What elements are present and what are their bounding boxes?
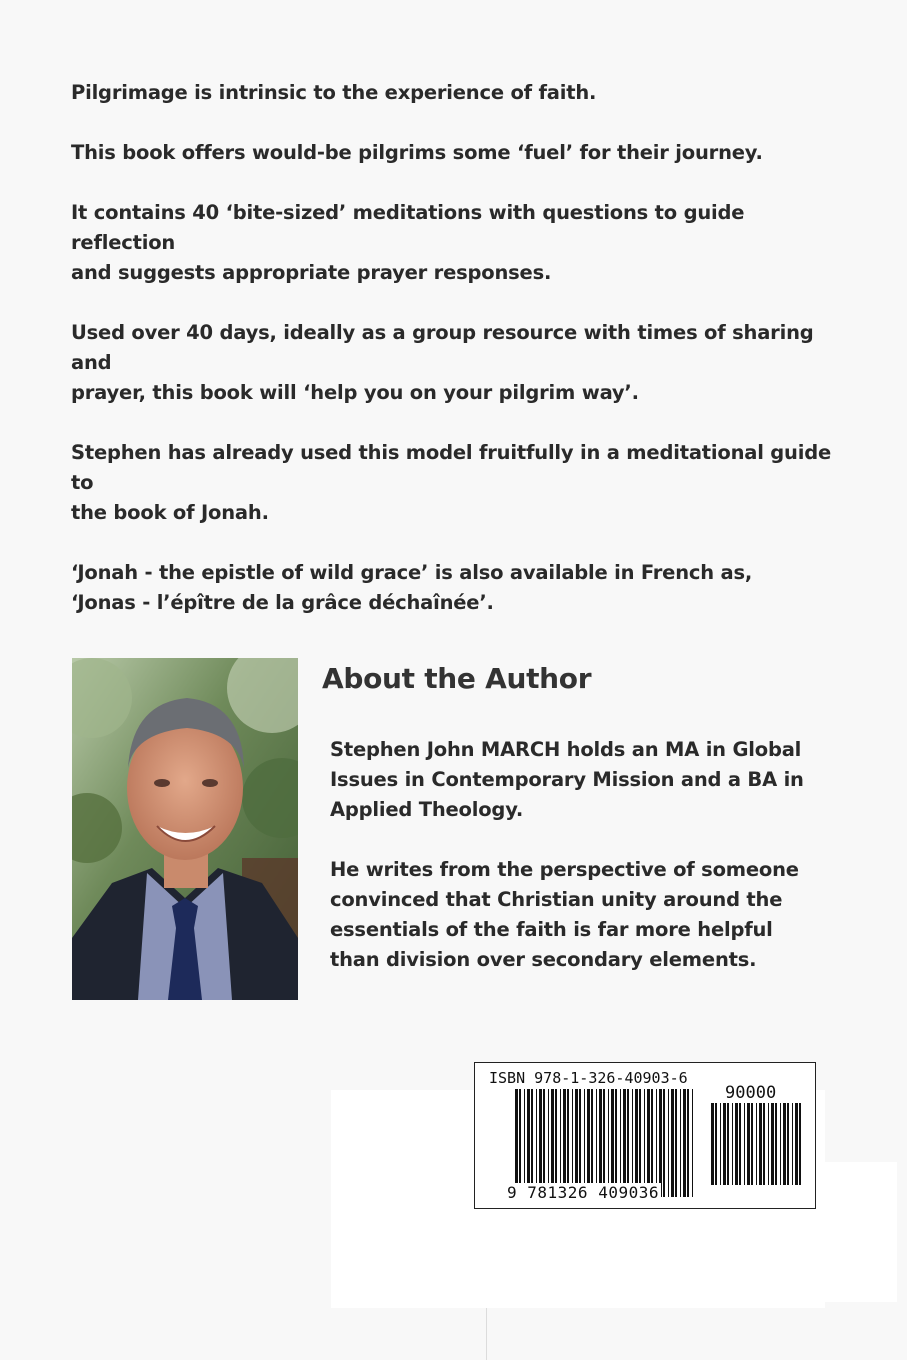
barcode-bar (735, 1103, 738, 1185)
blurb-line: and suggests appropriate prayer responses. (71, 261, 552, 284)
blurb-line: the book of Jonah. (71, 501, 269, 524)
barcode-bar (567, 1089, 569, 1197)
barcode-bar (799, 1103, 801, 1185)
barcode-bar (591, 1089, 593, 1197)
barcode-bar (680, 1089, 681, 1197)
barcode-bar (792, 1103, 793, 1185)
barcode-bar (659, 1089, 662, 1197)
barcode-bar (560, 1089, 561, 1197)
bio-paragraph-2 (330, 855, 810, 975)
barcode-bar (787, 1103, 789, 1185)
barcode-bar (572, 1089, 573, 1197)
blurb-line: This book offers would-be pilgrims some ‘fuel’ for their journey. (71, 141, 763, 164)
barcode-bar (579, 1089, 581, 1197)
barcode-bar (683, 1089, 686, 1197)
barcode-bar (531, 1089, 533, 1197)
barcode-bar (771, 1103, 774, 1185)
barcode-bar (548, 1089, 549, 1197)
barcode-bar (692, 1089, 693, 1197)
barcode-bar (599, 1089, 602, 1197)
blurb-line: Pilgrimage is intrinsic to the experience of faith. (71, 81, 597, 104)
barcode-bar (608, 1089, 609, 1197)
blurb-paragraph-4 (71, 318, 831, 408)
barcode-bar (663, 1089, 665, 1197)
barcode-bar (775, 1103, 777, 1185)
barcode-bar (644, 1089, 645, 1197)
barcode-bar (584, 1089, 585, 1197)
barcode-bar (744, 1103, 745, 1185)
barcode-bar (651, 1089, 653, 1197)
barcode-bar (668, 1089, 669, 1197)
author-photo (72, 658, 298, 1000)
barcode-bar (627, 1089, 629, 1197)
barcode-bar (763, 1103, 765, 1185)
ean-digits: 9 781326 409036 (507, 1183, 659, 1202)
trim-line (486, 1308, 487, 1360)
barcode-bar (635, 1089, 638, 1197)
barcode-bar (524, 1089, 525, 1197)
blurb-paragraph-5 (71, 438, 831, 528)
barcode-bar (519, 1089, 521, 1197)
white-panel-edge (825, 1162, 897, 1302)
barcode-bar (759, 1103, 762, 1185)
barcode-bar (615, 1089, 617, 1197)
barcode-bar (539, 1089, 542, 1197)
blurb-line: Used over 40 days, ideally as a group resource with times of sharing and (71, 321, 814, 374)
barcode-bar (596, 1089, 597, 1197)
barcode-bar (727, 1103, 729, 1185)
bio-line: Issues in Contemporary Mission and a BA in (330, 768, 804, 791)
blurb-line: prayer, this book will ‘help you on your pilgrim way’. (71, 381, 639, 404)
barcode-bar (720, 1103, 721, 1185)
blurb-paragraph-6 (71, 558, 831, 618)
barcode-bar (632, 1089, 633, 1197)
blurb-line: ‘Jonas - l’épître de la grâce déchaînée’. (71, 591, 494, 614)
bio-line: than division over secondary elements. (330, 948, 757, 971)
barcode-bar (620, 1089, 621, 1197)
blurb-paragraph-1 (71, 78, 831, 108)
barcode-bar (715, 1103, 717, 1185)
barcode-bar (687, 1089, 689, 1197)
barcode-bar (768, 1103, 769, 1185)
barcode-bar (563, 1089, 566, 1197)
barcode-bar (656, 1089, 657, 1197)
barcode-bar (747, 1103, 750, 1185)
bio-line: He writes from the perspective of someone (330, 858, 799, 881)
barcode-bar (536, 1089, 537, 1197)
bio-line: essentials of the faith is far more helpful (330, 918, 773, 941)
isbn-number: ISBN 978-1-326-40903-6 (489, 1069, 688, 1087)
blurb-line: ‘Jonah - the epistle of wild grace’ is also available in French as, (71, 561, 753, 584)
barcode-bar (783, 1103, 786, 1185)
barcode-bar (751, 1103, 753, 1185)
blurb-line: Stephen has already used this model fruitfully in a meditational guide to (71, 441, 832, 494)
bio-line: Applied Theology. (330, 798, 524, 821)
barcode-bar (739, 1103, 741, 1185)
blurb-line: It contains 40 ‘bite-sized’ meditations with questions to guide reflection (71, 201, 745, 254)
about-author-heading: About the Author (322, 662, 592, 695)
author-portrait-image (72, 658, 298, 1000)
barcode-bar (756, 1103, 757, 1185)
price-code: 90000 (725, 1083, 777, 1103)
blurb-paragraph-2 (71, 138, 831, 168)
barcode-bar (795, 1103, 798, 1185)
barcode-bar (732, 1103, 733, 1185)
barcode-bar (723, 1103, 726, 1185)
barcode-bar (603, 1089, 605, 1197)
barcode-bar (575, 1089, 578, 1197)
isbn-barcode (474, 1062, 816, 1209)
barcode-bar (551, 1089, 554, 1197)
barcode-bar (515, 1089, 518, 1197)
back-cover-blurb (71, 78, 831, 648)
barcode-bar (527, 1089, 530, 1197)
barcode-bar (611, 1089, 614, 1197)
barcode-bar (587, 1089, 590, 1197)
barcode-bar (671, 1089, 674, 1197)
barcode-bar (543, 1089, 545, 1197)
barcode-bar (555, 1089, 557, 1197)
bio-paragraph-1 (330, 735, 810, 825)
bio-line: Stephen John MARCH holds an MA in Global (330, 738, 802, 761)
barcode-bar (780, 1103, 781, 1185)
barcode-bar (647, 1089, 650, 1197)
author-bio (330, 735, 810, 1005)
barcode-bar (711, 1103, 714, 1185)
barcode-bar (675, 1089, 677, 1197)
barcode-bar (639, 1089, 641, 1197)
barcode-bar (623, 1089, 626, 1197)
blurb-paragraph-3 (71, 198, 831, 288)
bio-line: convinced that Christian unity around the (330, 888, 783, 911)
